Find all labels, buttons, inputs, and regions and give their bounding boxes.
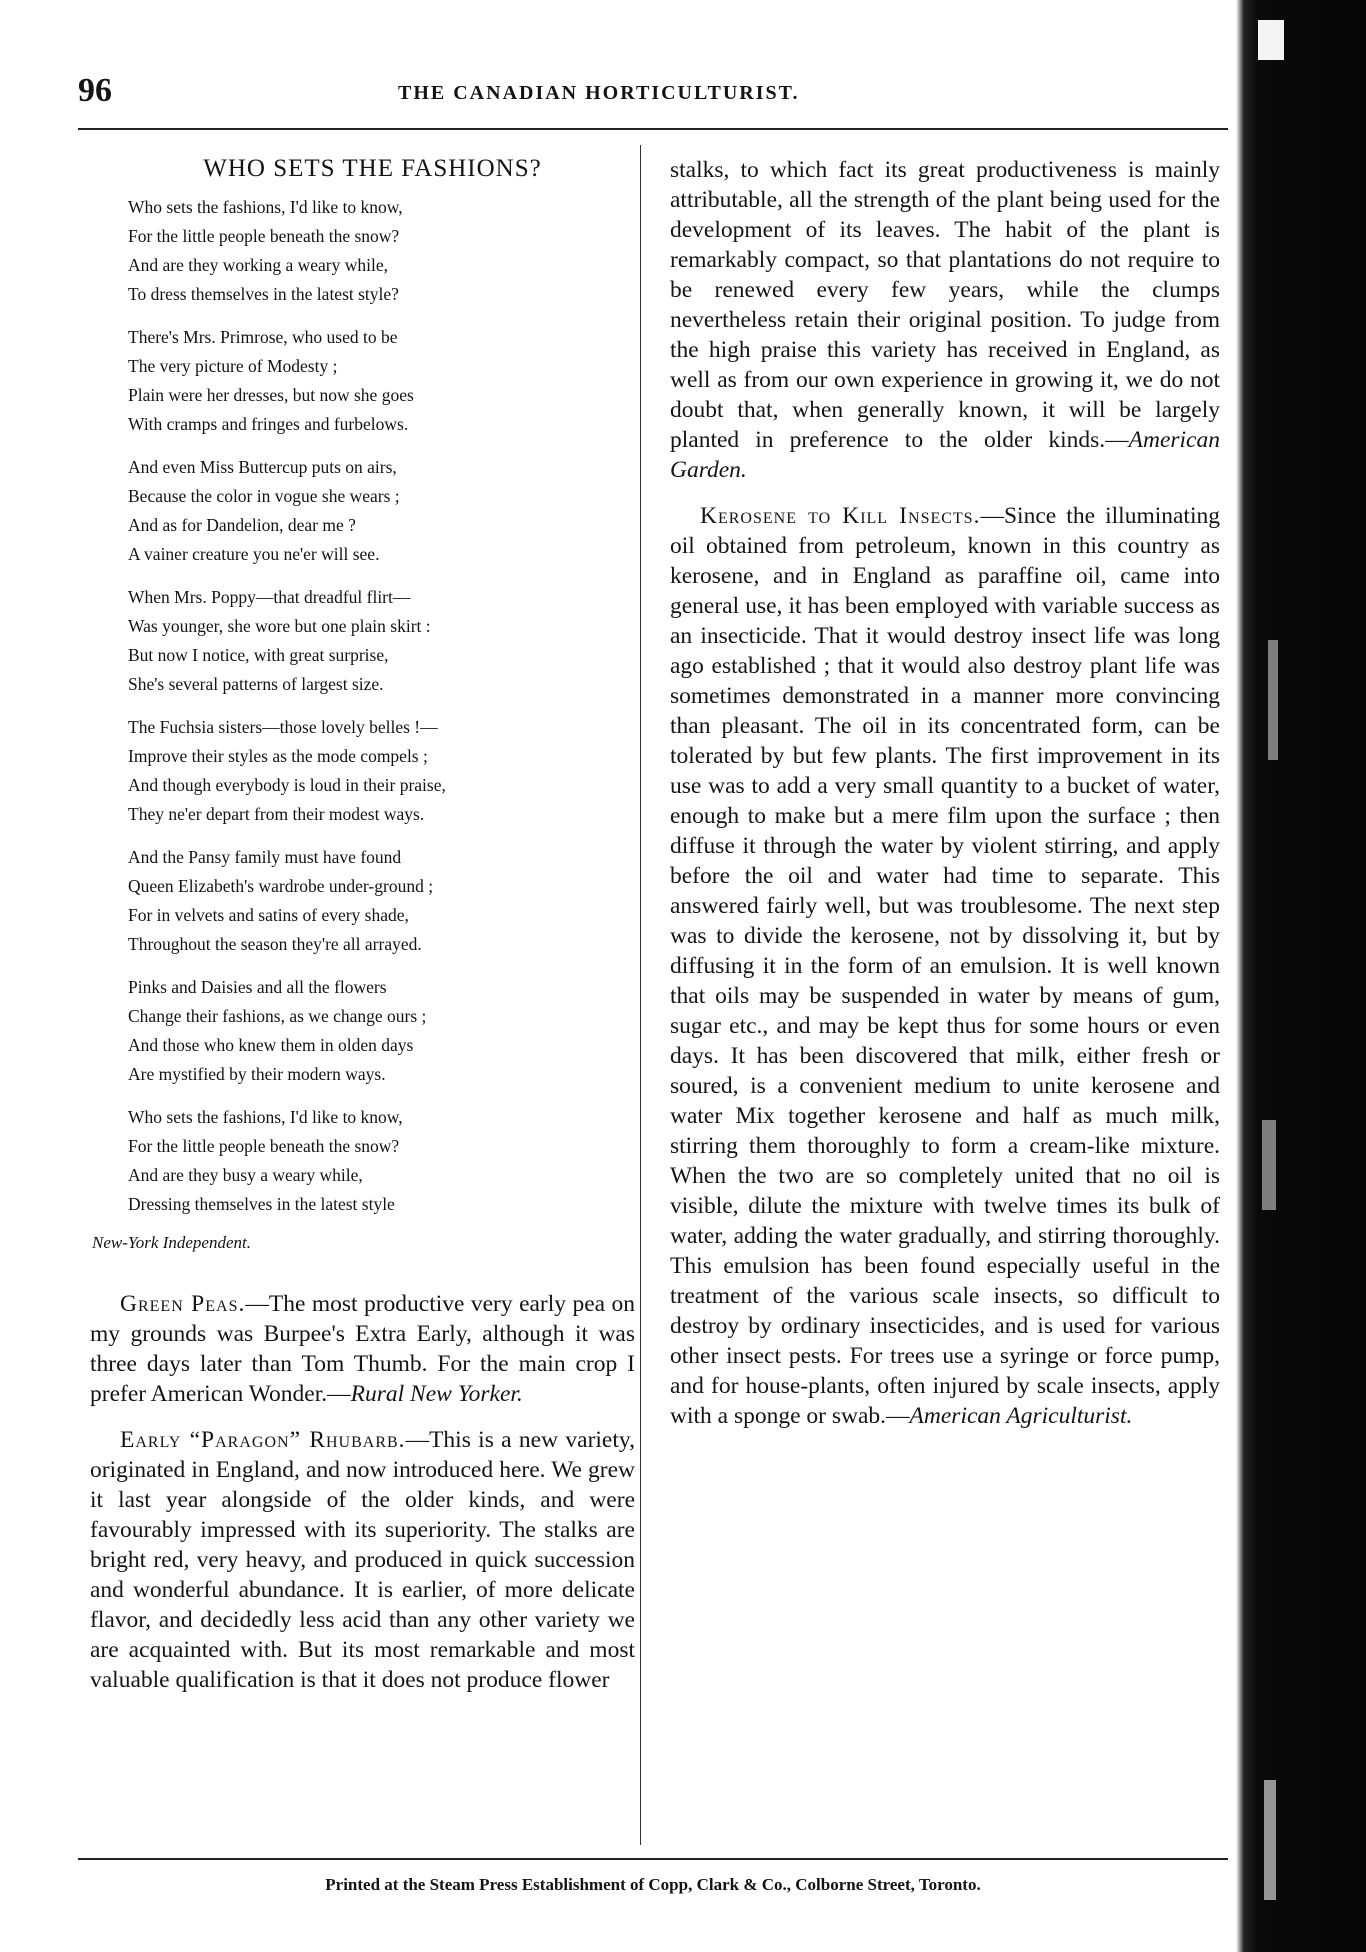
poem-body (90, 193, 635, 1219)
poem-stanza (90, 713, 635, 829)
poem-line: Pinks and Daisies and all the flowers (128, 977, 387, 997)
poem-line: And are they busy a weary while, (128, 1165, 363, 1185)
poem-stanza (90, 453, 635, 569)
scan-edge-shadow (1228, 0, 1366, 1952)
poem-line: And as for Dandelion, dear me ? (128, 515, 356, 535)
poem-stanza (90, 1103, 635, 1219)
page-header (78, 72, 1228, 116)
poem-credit: New-York Independent. (92, 1233, 251, 1252)
poem-line: And are they working a weary while, (128, 255, 388, 275)
poem-stanza (90, 973, 635, 1089)
poem-title: WHO SETS THE FASHIONS? (203, 155, 542, 182)
poem-line: Throughout the season they're all arrayed. (128, 934, 422, 954)
article-source: American Agriculturist. (909, 1403, 1133, 1429)
poem-line: With cramps and fringes and furbelows. (128, 414, 409, 434)
poem-line: Queen Elizabeth's wardrobe under-ground ; (128, 876, 434, 896)
poem-stanza (90, 193, 635, 309)
poem-line: Change their fashions, as we change ours ; (128, 1006, 427, 1026)
article-heading: Kerosene to Kill Insects. (700, 503, 981, 529)
article-text: —This is a new variety, originated in England, and now introduced here. We grew it last year alongside of the older kinds, and were favourably impressed with its superiority. The stalks are bright red, very heavy, and produced in quick succession and wonderful abundance. It is earlier, of more delicate flavor, and decidedly less acid than any other variety we are acquainted with. But its most remarkable and most valuable qualification is that it does not produce flower (90, 1427, 635, 1693)
poem-line: She's several patterns of largest size. (128, 674, 384, 694)
poem-line: And though everybody is loud in their praise, (128, 775, 446, 795)
poem-line: For in velvets and satins of every shade, (128, 905, 409, 925)
poem-line: And those who knew them in olden days (128, 1035, 414, 1055)
article-heading: Green Peas. (120, 1291, 246, 1317)
poem-line: Who sets the fashions, I'd like to know, (128, 197, 403, 217)
article-kerosene (670, 501, 1220, 1431)
poem-line: Because the color in vogue she wears ; (128, 486, 400, 506)
article-source: Rural New Yorker. (350, 1381, 523, 1407)
poem-stanza (90, 843, 635, 959)
poem-line: Are mystified by their modern ways. (128, 1064, 386, 1084)
printer-imprint: Printed at the Steam Press Establishment of Copp, Clark & Co., Colborne Street, Toronto. (325, 1875, 981, 1894)
footer-rule (78, 1858, 1228, 1860)
poem-line: There's Mrs. Primrose, who used to be (128, 327, 398, 347)
article-text: —The most productive very early pea on my grounds was Burpee's Extra Early, although it was three days later than Tom Thumb. For the main crop I prefer American Wonder.— (90, 1291, 635, 1407)
poem-line: Dressing themselves in the latest style (128, 1194, 395, 1214)
article-green-peas (90, 1289, 635, 1409)
article-text: —Since the illuminating oil obtained from petroleum, known in this country as kerosene, and in England as paraffine oil, came into general use, it has been employed with variable success as an insecticide. That it would destroy insect life was long ago established ; that it would also destroy plant life was sometimes demonstrated in a manner more convincing than pleasant. The oil in its concentrated form, can be tolerated by but few plants. The first improvement in its use was to add a very small quantity to a bucket of water, enough to make but a mere film upon the surface ; then diffuse it through the water by violent stirring, and apply before the oil and water had time to separate. This answered fairly well, but was troublesome. The next step was to divide the kerosene, not by dissolving it, but by diffusing it in the form of an emulsion. It is well known that oils may be suspended in water by means of gum, sugar etc., and may be kept thus for some hours or even days. It has been discovered that milk, either fresh or soured, is a convenient medium to unite kerosene and water Mix together kerosene and half as much milk, stirring them thoroughly to form a cream-like mixture. When the two are so completely united that no oil is visible, dilute the mixture with twelve times its bulk of water, adding the water gradually, and stirring thoroughly. This emulsion has been found especially useful in the treatment of the various scale insects, so difficult to destroy by ordinary insecticides, and is used for various other insect pests. For trees use a syringe or force pump, and for house-plants, often injured by scale insects, apply with a sponge or swab.— (670, 503, 1220, 1429)
poem-line: When Mrs. Poppy—that dreadful flirt— (128, 587, 411, 607)
poem-line: For the little people beneath the snow? (128, 226, 400, 246)
right-column (670, 155, 1220, 1447)
poem-line: They ne'er depart from their modest ways. (128, 804, 425, 824)
poem-line: Plain were her dresses, but now she goes (128, 385, 414, 405)
poem-line: And the Pansy family must have found (128, 847, 402, 867)
article-text: stalks, to which fact its great productiveness is mainly attributable, all the strength of the plant being used for the development of its leaves. The habit of the plant is remarkably compact, so that plantations do not require to be renewed every few years, while the clumps nevertheless retain their original position. To judge from the high praise this variety has received in England, as well as from our own experience in growing it, we do not doubt that, when generally known, it will be largely planted in preference to the older kinds.— (670, 157, 1220, 453)
poem-line: For the little people beneath the snow? (128, 1136, 400, 1156)
poem-line: To dress themselves in the latest style? (128, 284, 399, 304)
poem-line: But now I notice, with great surprise, (128, 645, 389, 665)
poem-line: The very picture of Modesty ; (128, 356, 338, 376)
article-source: American Garden. (670, 427, 1220, 483)
poem-line: The Fuchsia sisters—those lovely belles !— (128, 717, 438, 737)
header-rule (78, 128, 1228, 130)
poem-line: And even Miss Buttercup puts on airs, (128, 457, 397, 477)
column-divider (640, 145, 641, 1845)
article-heading: Early “Paragon” Rhubarb. (120, 1427, 406, 1453)
poem-line: A vainer creature you ne'er will see. (128, 544, 380, 564)
article-paragon-rhubarb (90, 1425, 635, 1695)
poem-stanza (90, 583, 635, 699)
left-column (90, 155, 635, 1711)
poem-line: Improve their styles as the mode compels ; (128, 746, 428, 766)
poem-line: Who sets the fashions, I'd like to know, (128, 1107, 403, 1127)
poem-stanza (90, 323, 635, 439)
poem-line: Was younger, she wore but one plain skirt : (128, 616, 431, 636)
page-number: 96 (78, 72, 112, 109)
running-head: THE CANADIAN HORTICULTURIST. (398, 82, 800, 104)
article-rhubarb-continued (670, 155, 1220, 485)
